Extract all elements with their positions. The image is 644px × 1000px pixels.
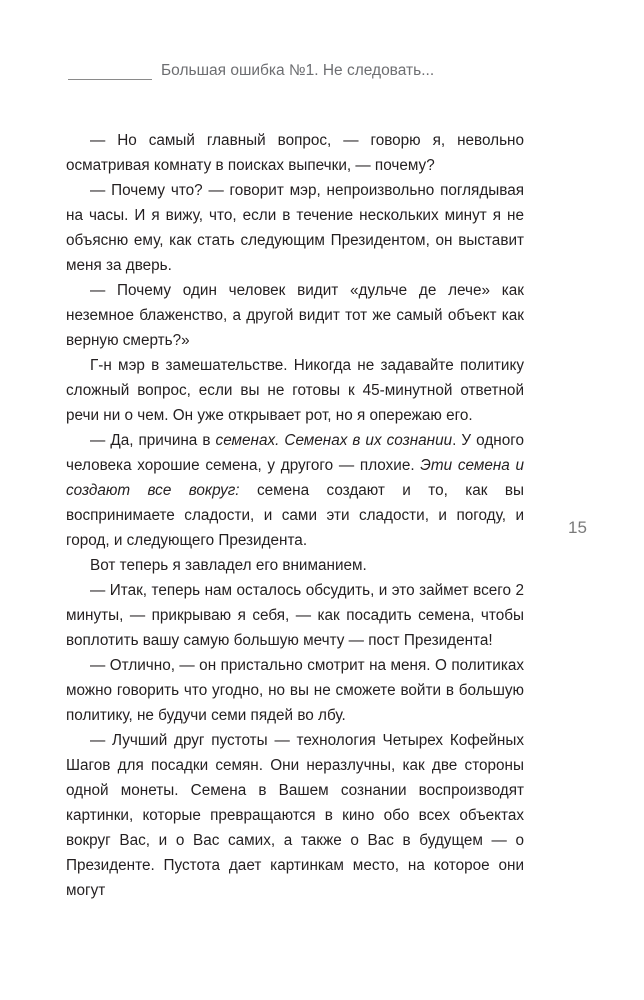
text-run: — Итак, теперь нам осталось обсудить, и это займет всего 2 минуты, — прикрываю я себя, — как посадить семена, чтобы воплотить вашу самую большую мечту — пост Президента! xyxy=(66,582,524,649)
italic-text: Эти семена и создают все вокруг: xyxy=(66,457,524,499)
paragraph xyxy=(66,578,524,653)
text-run: — Но самый главный вопрос, — говорю я, невольно осматривая комнату в поисках выпечки, — почему? xyxy=(66,132,524,174)
paragraph xyxy=(66,728,524,903)
text-run: . У одного человека хорошие семена, у другого — плохие. xyxy=(66,432,524,474)
paragraph xyxy=(66,653,524,728)
text-run: — Почему один человек видит «дульче де лече» как неземное блаженство, а другой видит тот же самый объект как верную смерть?» xyxy=(66,282,524,349)
text-run: Вот теперь я завладел его вниманием. xyxy=(90,557,367,574)
paragraph xyxy=(66,353,524,428)
paragraph xyxy=(66,178,524,278)
text-run: Г-н мэр в замешательстве. Никогда не задавайте политику сложный вопрос, если вы не готовы к 45-минутной ответной речи ни о чем. Он уже открывает рот, но я опережаю его. xyxy=(66,357,524,424)
body-text xyxy=(66,128,524,903)
text-run: — Лучший друг пустоты — технология Четырех Кофейных Шагов для посадки семян. Они неразлучны, как две стороны одной монеты. Семена в Вашем сознании воспроизводят картинки, которые превращаются в кино обо всех объектах вокруг Вас, и о Вас самих, а также о Вас в будущем — о Президенте. Пустота дает картинкам место, на которое они могут xyxy=(66,732,524,899)
paragraph xyxy=(66,128,524,178)
text-run: — Почему что? — говорит мэр, непроизвольно поглядывая на часы. И я вижу, что, если в течение нескольких минут я не объясню ему, как стать следующим Президентом, он выставит меня за дверь. xyxy=(66,182,524,274)
text-run: — Отлично, — он пристально смотрит на меня. О политиках можно говорить что угодно, но вы не сможете войти в большую политику, не будучи семи пядей во лбу. xyxy=(66,657,524,724)
page-number: 15 xyxy=(568,518,587,537)
italic-text: семенах. Семенах в их сознании xyxy=(215,432,453,449)
running-header: Большая ошибка №1. Не следовать... xyxy=(161,62,435,79)
paragraph xyxy=(66,553,524,578)
paragraph xyxy=(66,428,524,553)
paragraph xyxy=(66,278,524,353)
text-run: семена создают и то, как вы воспринимаете сладости, и сами эти сладости, и погоду, и город, и следующего Президента. xyxy=(66,482,524,549)
header-rule xyxy=(68,79,152,80)
text-run: — Да, причина в xyxy=(90,432,216,449)
